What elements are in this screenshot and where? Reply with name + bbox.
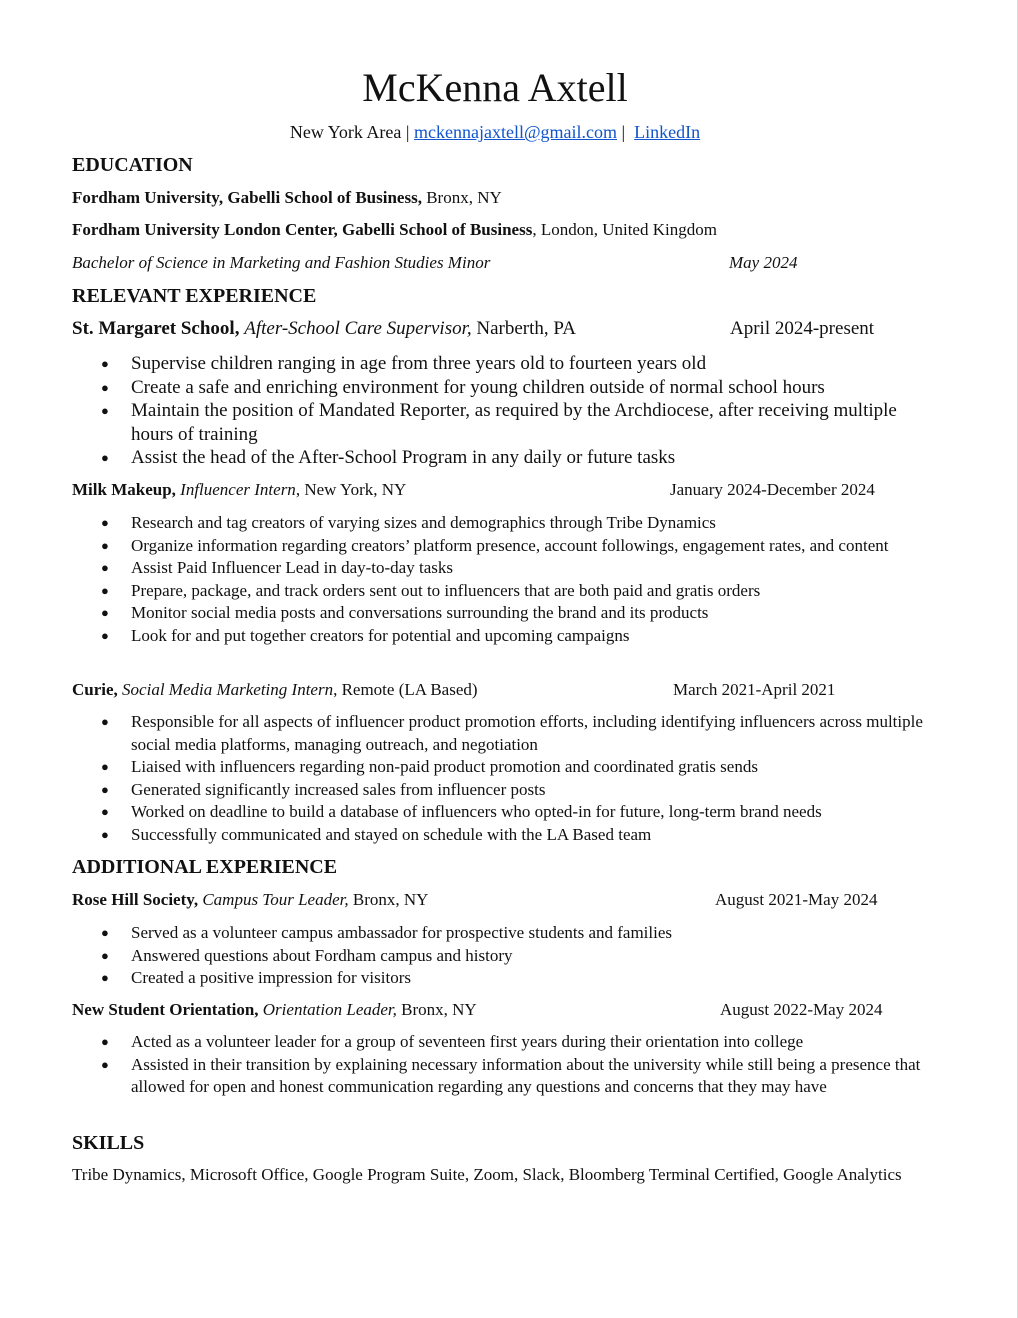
job-bullets xyxy=(72,352,922,470)
job-bullets xyxy=(72,922,922,990)
bullet-item: ● Assist Paid Influencer Lead in day-to-day tasks xyxy=(72,557,922,580)
job-bullets xyxy=(72,1031,922,1099)
bullet-item: ● Look for and put together creators for potential and upcoming campaigns xyxy=(72,625,922,648)
degree: Bachelor of Science in Marketing and Fashion Studies Minor xyxy=(72,253,491,272)
job-role: Influencer Intern xyxy=(180,480,296,499)
job-location: Bronx, NY xyxy=(352,890,429,909)
school-name: Fordham University, Gabelli School of Business, xyxy=(72,188,422,207)
job-heading xyxy=(72,479,406,501)
bullet-item: ● Served as a volunteer campus ambassador for prospective students and families xyxy=(72,922,922,945)
skills-list: Tribe Dynamics, Microsoft Office, Google Program Suite, Zoom, Slack, Bloomberg Terminal Certified, Google Analytics xyxy=(72,1165,902,1184)
education-school-1 xyxy=(72,187,502,209)
job-role: After-School Care Supervisor, xyxy=(244,318,472,339)
bullet-item: ● Generated significantly increased sales from influencer posts xyxy=(72,779,942,802)
linkedin-link[interactable]: LinkedIn xyxy=(634,122,701,142)
job-date: August 2022-May 2024 xyxy=(720,1000,883,1019)
bullet-item: ● Answered questions about Fordham campus and history xyxy=(72,945,922,968)
school-location: , London, United Kingdom xyxy=(532,220,717,239)
job-heading xyxy=(72,889,428,911)
school-location: Bronx, NY xyxy=(421,188,502,207)
section-title-additional-experience: ADDITIONAL EXPERIENCE xyxy=(72,856,338,878)
job-org: St. Margaret School, xyxy=(72,318,240,339)
job-org: New Student Orientation, xyxy=(72,1000,259,1019)
job-heading xyxy=(72,679,478,701)
job-bullets xyxy=(72,711,942,847)
email-link[interactable]: mckennajaxtell@gmail.com xyxy=(414,122,618,142)
bullet-item: ● Monitor social media posts and conversations surrounding the brand and its products xyxy=(72,602,922,625)
separator: | xyxy=(405,122,410,142)
bullet-item: ● Research and tag creators of varying sizes and demographics through Tribe Dynamics xyxy=(72,512,922,535)
job-role: Social Media Marketing Intern xyxy=(122,680,334,699)
location-text: New York Area xyxy=(289,122,402,142)
bullet-item: ● Maintain the position of Mandated Reporter, as required by the Archdiocese, after receiving multiple hours of training xyxy=(72,399,922,446)
section-title-skills: SKILLS xyxy=(72,1132,145,1154)
contact-line xyxy=(0,120,990,144)
candidate-name: McKenna Axtell xyxy=(362,65,628,110)
degree-date: May 2024 xyxy=(729,253,798,272)
separator: | xyxy=(621,122,626,142)
job-org: Milk Makeup, xyxy=(72,480,176,499)
bullet-item: ● Supervise children ranging in age from three years old to fourteen years old xyxy=(72,352,922,376)
bullet-item: ● Liaised with influencers regarding non-paid product promotion and coordinated gratis sends xyxy=(72,756,942,779)
job-date: August 2021-May 2024 xyxy=(715,890,878,909)
bullet-item: ● Acted as a volunteer leader for a group of seventeen first years during their orientation into college xyxy=(72,1031,922,1054)
job-location: Narberth, PA xyxy=(476,318,576,339)
bullet-item: ● Successfully communicated and stayed on schedule with the LA Based team xyxy=(72,824,942,847)
bullet-item: ● Created a positive impression for visitors xyxy=(72,967,922,990)
job-org: Rose Hill Society, xyxy=(72,890,199,909)
job-location: , Remote (LA Based) xyxy=(333,680,478,699)
bullet-item: ● Assist the head of the After-School Program in any daily or future tasks xyxy=(72,446,922,470)
job-role: Campus Tour Leader, xyxy=(202,890,349,909)
job-date: April 2024-present xyxy=(730,318,875,339)
bullet-item: ● Prepare, package, and track orders sent out to influencers that are both paid and gratis orders xyxy=(72,580,922,603)
job-date: March 2021-April 2021 xyxy=(673,680,836,699)
job-date: January 2024-December 2024 xyxy=(670,480,875,499)
job-location: , New York, NY xyxy=(295,480,407,499)
school-name: Fordham University London Center, Gabelli School of Business xyxy=(72,220,533,239)
job-heading xyxy=(72,999,477,1021)
job-role: Orientation Leader, xyxy=(262,1000,397,1019)
bullet-item: ● Organize information regarding creators’ platform presence, account followings, engagement rates, and content xyxy=(72,535,922,558)
section-title-relevant-experience: RELEVANT EXPERIENCE xyxy=(72,285,317,307)
job-org: Curie, xyxy=(72,680,118,699)
section-title-education: EDUCATION xyxy=(72,154,193,176)
bullet-item: ● Create a safe and enriching environment for young children outside of normal school hours xyxy=(72,376,922,400)
job-heading xyxy=(72,318,576,340)
bullet-item: ● Responsible for all aspects of influencer product promotion efforts, including identifying influencers across multiple social media platforms, managing outreach, and negotiation xyxy=(72,711,942,756)
education-school-2 xyxy=(72,219,717,241)
bullet-item: ● Worked on deadline to build a database of influencers who opted-in for future, long-term brand needs xyxy=(72,801,942,824)
job-location: Bronx, NY xyxy=(401,1000,477,1019)
bullet-item: ● Assisted in their transition by explaining necessary information about the university while still being a presence that allowed for open and honest communication regarding any questions and concerns that they may have xyxy=(72,1054,922,1099)
job-bullets xyxy=(72,512,922,648)
